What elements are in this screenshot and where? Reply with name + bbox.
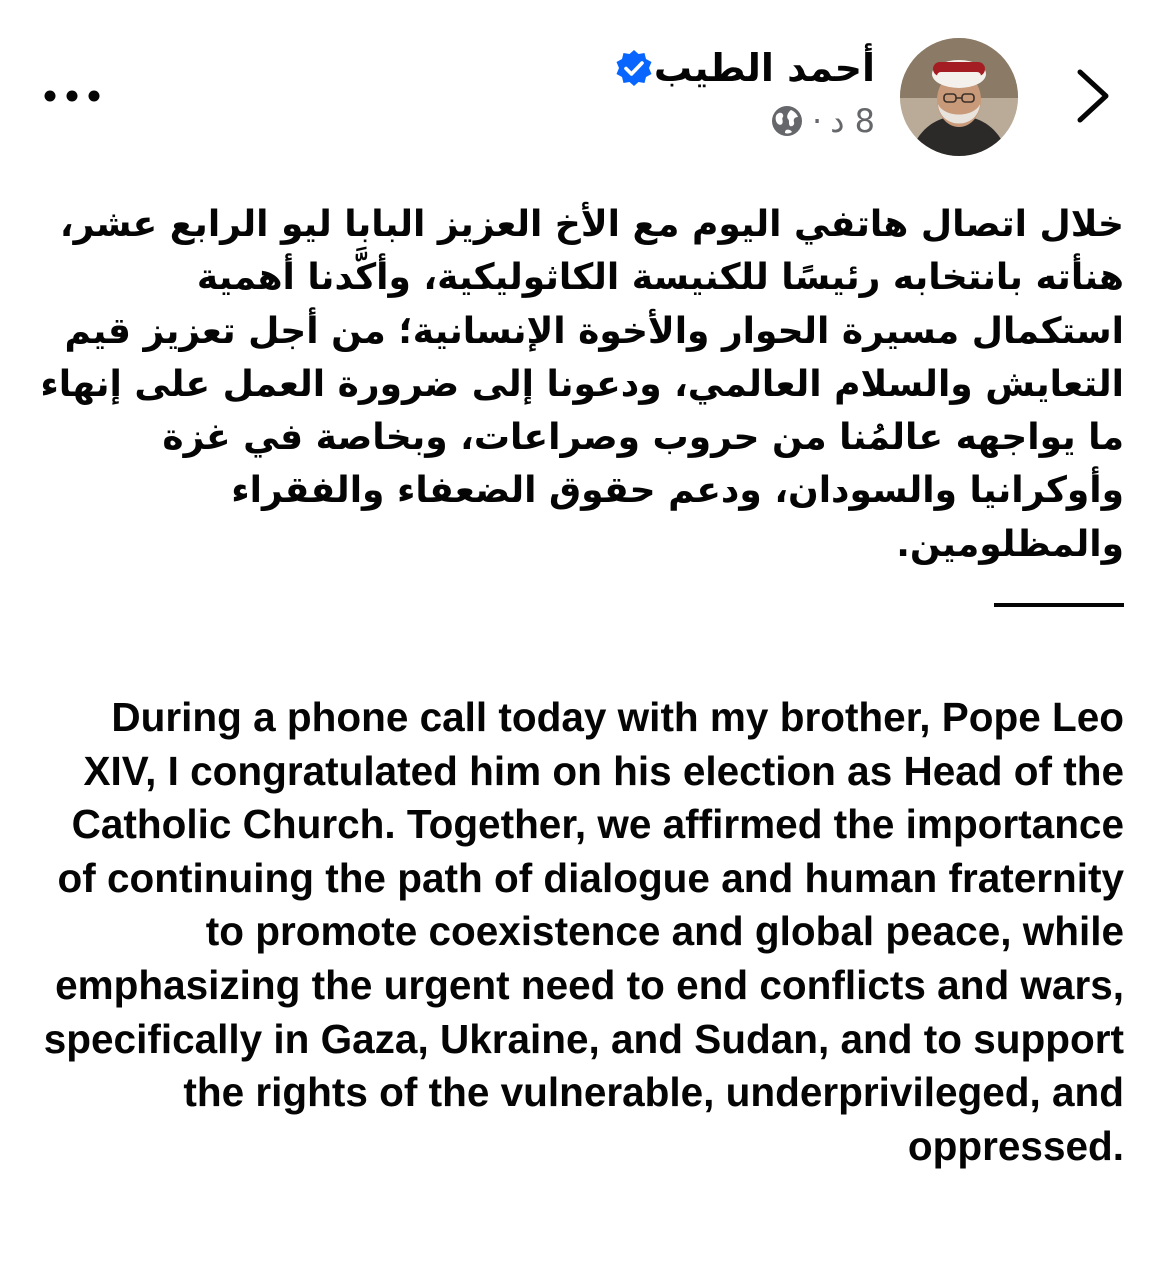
text-separator	[40, 585, 1124, 625]
post-text-english: During a phone call today with my brother, Pope Leo XIV, I congratulated him on his election as Head of the Catholic Church. Together, we affirmed the importance of continuing the path of dialogue and human fraternity to promote coexistence and global peace, while emphasizing the urgent need to end conflicts and wars, specifically in Gaza, Ukraine, and Sudan, and to support the rights of the vulnerable, underprivileged, and oppressed.	[43, 694, 1124, 1169]
post-body	[40, 198, 1124, 1173]
author-name[interactable]: أحمد الطيب	[653, 46, 875, 90]
author-block	[608, 40, 875, 146]
more-options-icon	[40, 80, 108, 112]
post-time[interactable]: 8 د	[830, 102, 875, 140]
verified-badge-icon	[614, 48, 654, 88]
post-text-arabic: خلال اتصال هاتفي اليوم مع الأخ العزيز البابا ليو الرابع عشر، هنأته بانتخابه رئيسًا للكنيسة الكاثوليكية، وأكَّدنا أهمية استكمال مسيرة الحوار والأخوة الإنسانية؛ من أجل تعزيز قيم التعايش والسلام العالمي، ودعونا إلى ضرورة العمل على إنهاء ما يواجهه عالمُنا من حروب وصراعات، وبخاصة في غزة وأوكرانيا والسودان، ودعم حقوق الضعفاء والفقراء والمظلومين.	[40, 204, 1124, 565]
back-button[interactable]	[1066, 66, 1126, 126]
meta-separator: ·	[812, 102, 823, 140]
post-header	[0, 0, 1160, 170]
chevron-right-icon	[1066, 66, 1126, 126]
author-line	[608, 40, 875, 96]
avatar[interactable]	[900, 38, 1018, 156]
more-options-button[interactable]	[40, 80, 108, 112]
post-meta	[608, 96, 875, 146]
separator-line	[994, 603, 1124, 607]
profile-photo	[900, 38, 1018, 156]
globe-icon	[770, 104, 804, 138]
